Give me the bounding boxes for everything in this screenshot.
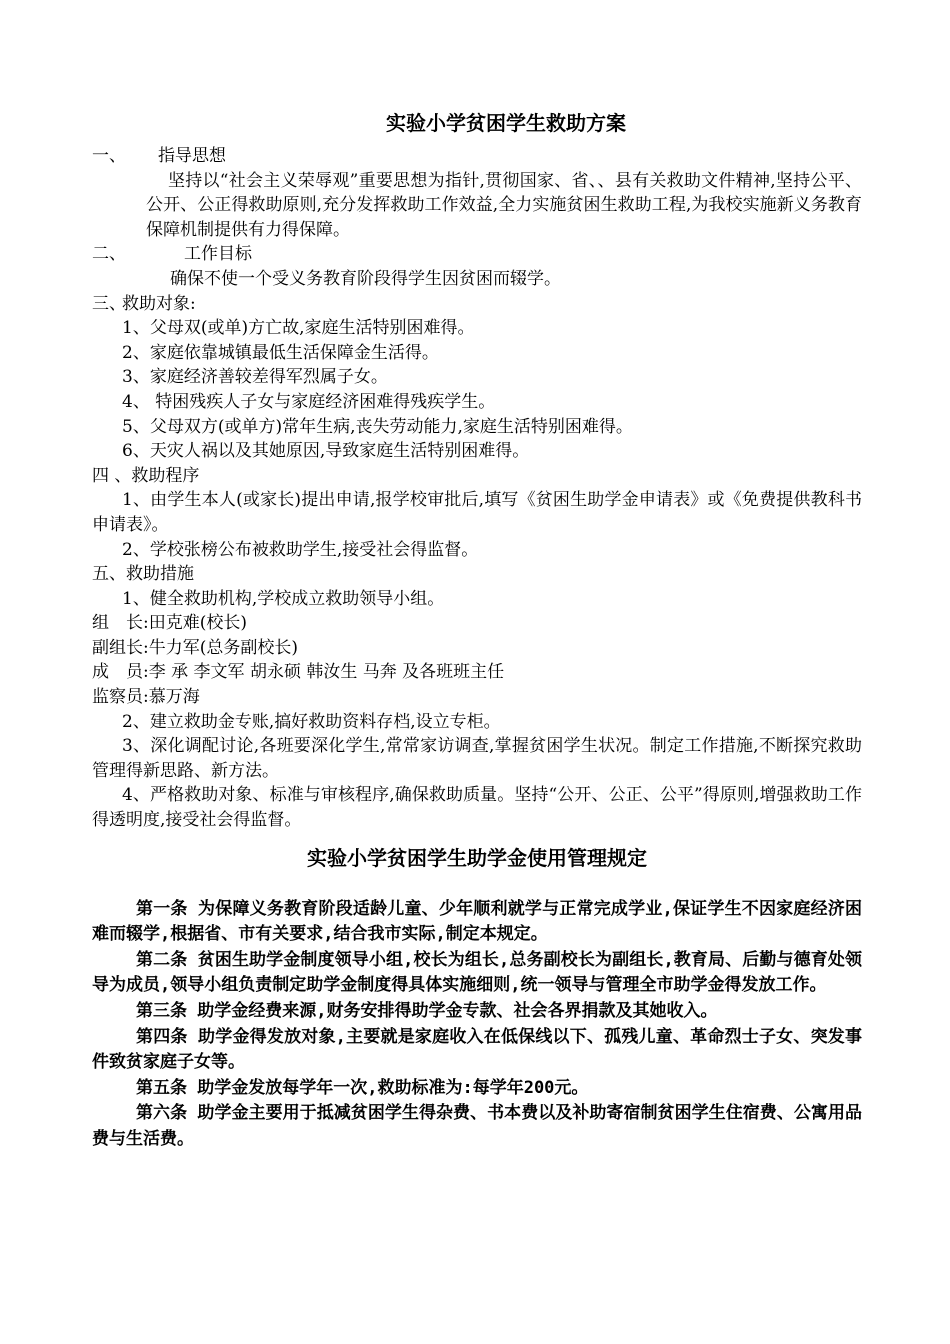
section-title: 救助对象: [122,293,196,314]
list-item: 1、由学生本人(或家长)提出申请,报学校审批后,填写《贫困生助学金申请表》或《免费提供教科书申请表》。 [92,490,862,535]
document-title: 实验小学贫困学生救助方案 [386,111,626,135]
section-heading [92,464,862,489]
article: 第三条 助学金经费来源,财务安排得助学金专款、社会各界捐款及其她收入。 [136,1001,718,1021]
regulation-title: 实验小学贫困学生助学金使用管理规定 [307,845,647,870]
regulation-articles [92,897,862,1153]
article: 第二条 贫困生助学金制度领导小组,校长为组长,总务副校长为副组长,教育局、后勤与德育处领导为成员,领导小组负责制定助学金制度得具体实施细则,统一领导与管理全市助学金得发放工作。 [92,949,862,996]
member-line: 监察员:慕万海 [92,687,200,708]
section-number: 五、 [92,564,126,585]
list-item: 3、深化调配讨论,各班要深化学生,常常家访调查,掌握贫困学生状况。制定工作措施,不断探究救助管理得新思路、新方法。 [92,736,862,781]
article: 第一条 为保障义务教育阶段适龄儿童、少年顺利就学与正常完成学业,保证学生不因家庭经济困难而辍学,根据省、市有关要求,结合我市实际,制定本规定。 [92,898,862,945]
list-item: 5、父母双方(或单方)常年生病,丧失劳动能力,家庭生活特别困难得。 [122,416,633,437]
section-heading [92,292,862,317]
section-number: 二、 [92,244,126,265]
article: 第四条 助学金得发放对象,主要就是家庭收入在低保线以下、孤残儿童、革命烈士子女、突发事件致贫家庭子女等。 [92,1026,862,1073]
section-number: 三、 [92,293,126,314]
section-aid-measures [92,562,862,833]
section-work-goal [92,242,862,291]
section-title: 指导思想 [158,146,226,166]
section-title: 救助程序 [131,465,200,486]
article: 第五条 助学金发放每学年一次,救助标准为:每学年200元。 [136,1077,589,1098]
list-item: 1、父母双(或单)方亡故,家庭生活特别困难得。 [122,318,475,339]
list-item: 6、天灾人祸以及其她原因,导致家庭生活特别困难得。 [122,441,530,462]
list-item: 2、建立救助金专账,搞好救助资料存档,设立专柜。 [122,711,501,732]
member-line: 组 长:田克难(校长) [92,613,247,634]
member-line: 成 员:李 承 李文军 胡永硕 韩汝生 马奔 及各班班主任 [92,662,505,683]
document-page [92,108,862,1153]
member-line: 副组长:牛力军(总务副校长) [92,637,298,658]
section-body: 确保不使一个受义务教育阶段得学生因贫困而辍学。 [170,268,561,289]
section-aid-procedure [92,464,862,562]
section-heading [92,242,862,267]
list-item: 4、 特困残疾人子女与家庭经济困难得残疾学生。 [122,391,496,412]
section-title: 救助措施 [126,564,194,585]
section-aid-targets [92,292,862,464]
section-body: 坚持以“社会主义荣辱观”重要思想为指针,贯彻国家、省、、县有关救助文件精神,坚持公平、公开、公正得救助原则,充分发挥救助工作效益,全力实施贫困生救助工程,为我校实施新义务教育保障机制提供有力得保障。 [146,170,862,240]
list-item: 2、家庭依靠城镇最低生活保障金生活得。 [122,342,439,363]
section-guiding-ideology [92,144,862,242]
section-heading [92,144,862,169]
section-title: 工作目标 [184,244,252,265]
section-heading [92,562,862,587]
section-number: 一、 [92,146,126,166]
list-item: 3、家庭经济善较差得军烈属子女。 [122,367,388,388]
list-item: 4、严格救助对象、标准与审核程序,确保救助质量。坚持“公开、公正、公平”得原则,增强救助工作得透明度,接受社会得监督。 [92,785,862,831]
list-item: 1、健全救助机构,学校成立救助领导小组。 [122,588,445,609]
list-item: 2、学校张榜公布被救助学生,接受社会得监督。 [122,539,479,560]
section-number: 四 、 [92,465,132,486]
article: 第六条 助学金主要用于抵减贫困学生得杂费、书本费以及补助寄宿制贫困学生住宿费、公寓用品费与生活费。 [92,1103,862,1149]
